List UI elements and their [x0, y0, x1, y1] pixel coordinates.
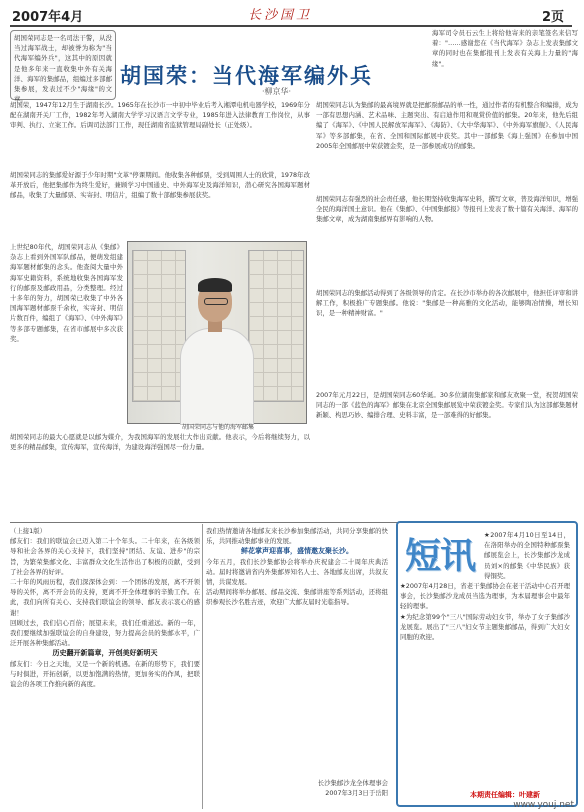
news-item-1: ★2007年4月10日至14日，在洛阳举办的全国特种邮票集邮展览会上，长沙集邮沙龙成员刘×的邮集《中华民族》获得铜奖。	[484, 531, 570, 580]
person-hair	[198, 278, 232, 292]
section2-heading: （上接1版）	[10, 527, 47, 535]
stamp-display-left	[132, 250, 186, 402]
portrait-photo	[127, 241, 307, 424]
article-col2-para4: 胡国荣同志的集邮活动得到了各级领导的肯定。在长沙市举办的各次邮展中，他担任评审和讲解工作，积极推广专题集邮。他说："集邮是一种高雅的文化活动，能够陶冶情操，增长知识，是一种精神财富。"	[316, 289, 579, 318]
news-editor	[470, 790, 540, 800]
watermark: www.youj.net	[513, 800, 574, 810]
section2-para2: 二十年的风雨历程，我们深深体会到：一个团体的发展，离不开领导的关怀，离不开会员的支持，更离不开全体理事的辛勤工作。在此，我们向所有关心、支持我们联谊会的领导、邮友表示衷心的感谢！	[10, 578, 200, 617]
person-body	[180, 328, 254, 425]
article-col2-para2: 胡国荣同志认为集邮的最高境界就是把邮票邮品的单一性，通过作者的有机整合和编排，成为一部有思想内涵、艺术品味、主题突出、有启迪作用和观赏价值的邮集。20年来，他先后组编了《海军》、《中国人民解放军海军》、《海防》、《大中华海军》、《中外海军旗舰》、《人民海军》等多部邮集，在省、全国和国际邮展中获奖。其中一部邮集《海上强国》在参加中国2005年全国邮展中荣获镀金奖，是一部参展成功的邮集。	[316, 101, 579, 150]
news-item-2: ★2007年4月28日，省老干集邮协会在老干活动中心召开理事会，长沙集邮沙龙成员当选为理事，为本届理事会中最年轻的理事。	[400, 582, 570, 611]
news-item-3: ★为纪念第99个"三八"国际劳动妇女节，举办了女子集邮沙龙展览。展出了"三八"妇女节主题集邮邮品，得到广大妇女同胞的欢迎。	[400, 612, 570, 642]
section2-para3: 回顾过去，我们信心百倍；展望未来，我们任重道远。新的一年，我们要继续加强联谊会的自身建设，努力提高会员的集邮水平，广泛开展各种集邮活动。	[10, 618, 200, 648]
section2-para4: 邮友们：今日之天地，又是一个新的机遇。在新的形势下，我们要与时俱进，开拓创新，以更加饱满的热情，更加务实的作风，把联谊会的各项工作推向新的高度。	[10, 659, 200, 689]
invitation-title: 鲜花掌声迎喜事，盛情邀友聚长沙。	[241, 547, 353, 556]
news-title: 短讯	[405, 536, 476, 577]
invitation-lead: 我们热情邀请各地邮友来长沙参加集邮活动，共同分享集邮的快乐，共同推动集邮事业的发展。	[206, 527, 388, 546]
article-title: 胡国荣：当代海军编外兵	[120, 63, 373, 88]
column-divider-1	[202, 524, 203, 809]
invitation-para1: 今年五月，我们长沙集邮协会将举办庆祝建会二十周年庆典活动。届时将邀请省内外集邮界知名人士、各地邮友出席，共叙友情，共谋发展。	[206, 557, 388, 587]
section2-para1: 邮友们：我们的联谊会已迈入第二十个年头。二十年来，在各级领导和社会各界的关心支持下，我们坚持"团结、友谊、进步"的宗旨，为繁荣集邮文化、丰富群众文化生活作出了积极的贡献，受到了社会各界的好评。	[10, 537, 200, 576]
intro-box	[10, 30, 116, 104]
invitation-para2: 活动期间将举办邮展、邮品交流、集邮讲座等系列活动，还将组织参观长沙名胜古迹，欢迎广大邮友届时光临指导。	[206, 588, 388, 607]
article-col2-para3: 胡国荣同志有强烈的社会责任感，他长期坚持收集海军史料，撰写文章，普及海洋知识，增强全民的海洋国土意识。他在《集邮》、《中国集邮报》等报刊上发表了数十篇有关海洋、海军的集邮文章，成为湖南集邮界有影响的人物。	[316, 195, 579, 224]
section2-column	[10, 526, 200, 806]
newsletter-logo: 长沙国卫	[248, 8, 313, 23]
person-glasses	[204, 298, 228, 305]
signature-date: 2007年3月3日于岳阳	[325, 789, 388, 797]
invitation-column	[206, 526, 388, 776]
news-items	[400, 530, 570, 786]
photo-caption: 胡国荣同志与他的海军邮集	[181, 424, 254, 431]
editor-name: 叶建新	[519, 791, 540, 799]
section2-subheading: 历史翻开新篇章，开创美好新明天	[52, 649, 158, 658]
invitation-signature	[224, 778, 388, 798]
article-col2-para1: 海军司令员石云生上将给他寄来的亲笔签名来信写着："……感谢您在《当代海军》杂志上发表集邮文章的同时也在集邮报刊上发表有关海上力量的"海缘"。	[432, 29, 578, 68]
article-col1-para2: 胡国荣同志的集邮爱好源于少年时期"文革"停课期间。他收集各种邮票，受到周围人士的欣赏，1978年改革开放后，他把集邮作为终生爱好，兼顾学习中国通史、中外海军史及海洋知识，潜心研究各国海军题材邮品，收集了大量邮票、实寄封、明信片，组编了数十部邮集参展获奖。	[10, 171, 310, 200]
article-col1-para1: 胡国荣，1947年12月生于湖南长沙。1965年在长沙市一中初中毕业后考入湘潭电机电器学校，1969年分配在湖南开关厂工作，1982年考入湖南大学学习汉语言文学专业，1985年进入法律教育工作岗位，从事审判、执行、立案工作。后调司法部门工作，现任湖南省监狱管理局副处长（正处级）。	[10, 101, 310, 130]
header-rule	[10, 25, 572, 27]
editor-label: 本期责任编辑：	[470, 791, 519, 799]
page-number: 2页	[541, 10, 564, 25]
stamp-display-right	[248, 250, 304, 402]
article-col1-para3: 上世纪80年代，胡国荣同志从《集邮》杂志上看到外国军队邮品，便萌发组建海军题材邮集的念头。他查阅大量中外海军史籍资料，系统地收集各国海军发行的邮票及邮政用品，分类整理。经过十多年的努力，胡国荣已收集了中外各国海军题材邮票千余枚，实寄封、明信片数百件，编组了《海军》、《中外海军》等多部专题邮集，在省市邮展中多次获奖。	[10, 243, 123, 343]
signature-org: 长沙集邮沙龙全体理事会	[317, 779, 388, 787]
article-col1-para4: 胡国荣同志的最大心愿就是以邮为媒介，为我国海军的发展壮大作出贡献。他表示，今后将继续努力，以更多的精品邮集，宣传海军，宣传海洋，为建设海洋强国尽一份力量。	[10, 433, 310, 452]
intro-text: 胡国荣同志是一名司法干警，从没当过海军战士，却被誉为称为"当代海军编外兵"，这其中的原因就是他多年来一直收集中外有关海洋、海军的集邮品，组编过多部邮集参展，发表过不少"海缘"的文章。	[14, 34, 112, 104]
article-col2-para5: 2007年元月22日，是胡国荣同志60华诞。30多位湖南集邮家和邮友欢聚一堂，祝贺胡国荣同志的一部《蓝色的海军》邮集在北京全国集邮展览中荣获镀金奖。专家们认为这部邮集题材新颖、构思巧妙、编排合理、史料丰富，是一部难得的好邮集。	[316, 391, 579, 420]
issue-date: 2007年4月	[12, 10, 84, 25]
article-author: ·柳京华·	[262, 87, 292, 96]
